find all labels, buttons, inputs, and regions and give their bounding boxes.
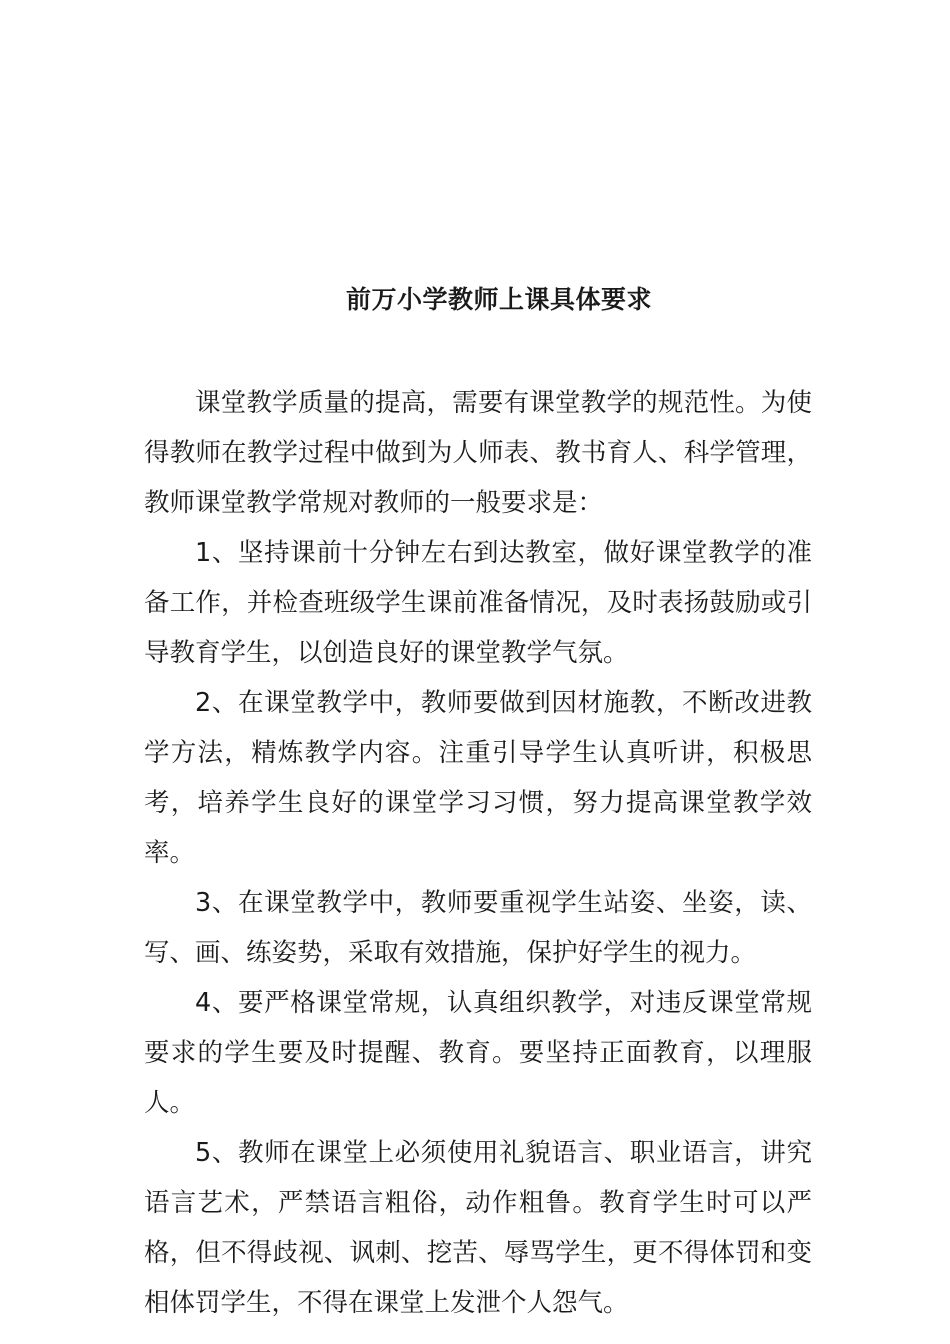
document-title: 前万小学教师上课具体要求: [345, 285, 652, 314]
requirement-2-paragraph: 2、在课堂教学中，教师要做到因材施教，不断改进教学方法，精炼教学内容。注重引导学生认真听讲，积极思考，培养学生良好的课堂学习习惯，努力提高课堂教学效率。: [144, 688, 812, 868]
requirement-4-paragraph: 4、要严格课堂常规，认真组织教学，对违反课堂常规要求的学生要及时提醒、教育。要坚持正面教育，以理服人。: [144, 988, 812, 1118]
intro-paragraph: 课堂教学质量的提高，需要有课堂教学的规范性。为使得教师在教学过程中做到为人师表、教书育人、科学管理，教师课堂教学常规对教师的一般要求是：: [144, 388, 812, 518]
requirement-3-paragraph: 3、在课堂教学中，教师要重视学生站姿、坐姿，读、写、画、练姿势，采取有效措施，保护好学生的视力。: [144, 888, 812, 968]
document-body: [144, 378, 812, 1328]
requirement-5-paragraph: 5、教师在课堂上必须使用礼貌语言、职业语言，讲究语言艺术，严禁语言粗俗，动作粗鲁。教育学生时可以严格，但不得歧视、讽刺、挖苦、辱骂学生，更不得体罚和变相体罚学生，不得在课堂上发泄个人怨气。: [144, 1138, 812, 1318]
requirement-1-paragraph: 1、坚持课前十分钟左右到达教室，做好课堂教学的准备工作，并检查班级学生课前准备情况，及时表扬鼓励或引导教育学生，以创造良好的课堂教学气氛。: [144, 538, 812, 668]
